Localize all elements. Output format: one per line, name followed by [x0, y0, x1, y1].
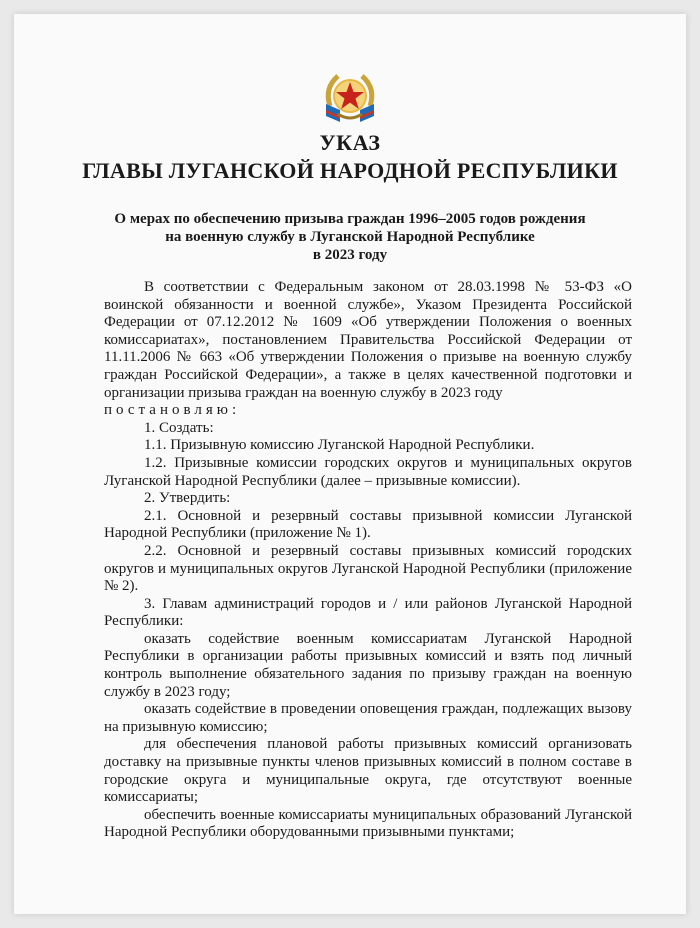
clause-paragraph: 3. Главам администраций городов и / или районов Луганской Народной Республики:	[104, 595, 632, 630]
coat-of-arms-icon	[318, 66, 382, 130]
preamble-paragraph: В соответствии с Федеральным законом от 28.03.1998 № 53-ФЗ «О воинской обязанности и военной службе», Указом Президента Российской Федерации от 07.12.2012 № 1609 «Об утверждении Положения о военных комиссариатах», постановлением Правительства Российской Федерации от 11.11.2006 № 663 «Об утверждении Положения о призыве на военную службу граждан Российской Федерации», а также в целях качественной подготовки и организации призыва граждан на военную службу в 2023 году	[104, 279, 632, 401]
document-title: УКАЗ	[319, 130, 381, 155]
clause-paragraph: 1.2. Призывные комиссии городских округов и муниципальных округов Луганской Народной Республики (далее – призывные комиссии).	[104, 454, 632, 489]
clause-paragraph: 2.2. Основной и резервный составы призывных комиссий городских округов и муниципальных округов Луганской Народной Республики (приложение № 2).	[104, 542, 632, 595]
decree-subject-line: в 2023 году	[312, 247, 388, 263]
decree-body	[104, 279, 632, 842]
clause-paragraph: 2.1. Основной и резервный составы призывной комиссии Луганской Народной Республики (приложение № 1).	[104, 507, 632, 542]
clause-paragraph: 1. Создать:	[144, 419, 214, 436]
clause-paragraph: 1.1. Призывную комиссию Луганской Народной Республики.	[144, 437, 535, 454]
clause-paragraph: обеспечить военные комиссариаты муниципальных образований Луганской Народной Республики оборудованными призывными пунктами;	[104, 806, 632, 841]
decree-subject-line: на военную службу в Луганской Народной Республике	[165, 229, 535, 245]
clause-paragraph: оказать содействие в проведении оповещения граждан, подлежащих вызову на призывную комиссию;	[104, 701, 632, 735]
clause-paragraph: 2. Утвердить:	[144, 490, 231, 507]
clause-paragraph: оказать содействие военным комиссариатам Луганской Народной Республики в организации работы призывных комиссий и взять под личный контроль выполнение обязательного задания по призыву граждан на военную службу в 2023 году;	[104, 630, 632, 700]
clause-paragraph: для обеспечения плановой работы призывных комиссий организовать доставку на призывные пункты членов призывных комиссий в полном составе в городские округа и муниципальные округа, где отсутствуют военные комиссариаты;	[104, 736, 632, 806]
resolve-line: постановляю:	[104, 402, 241, 419]
document-issuer: ГЛАВЫ ЛУГАНСКОЙ НАРОДНОЙ РЕСПУБЛИКИ	[82, 158, 618, 183]
decree-subject	[0, 210, 700, 264]
decree-subject-line: О мерах по обеспечению призыва граждан 1996–2005 годов рождения	[114, 211, 586, 227]
